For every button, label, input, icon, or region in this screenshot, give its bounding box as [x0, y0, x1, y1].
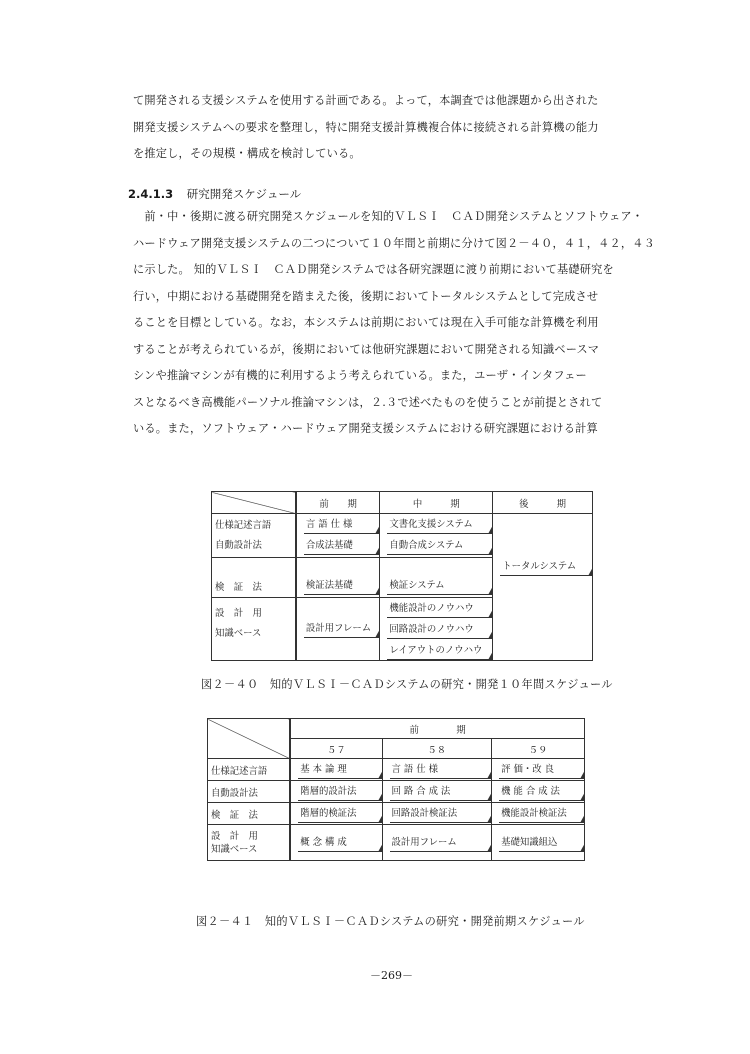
schedule-cell: [382, 781, 492, 803]
schedule-cell: [290, 825, 382, 861]
task-bar: 機 能 合 成 法: [499, 783, 584, 801]
row-label: 自動設計法: [208, 781, 291, 803]
figure-caption: 図２－４０ 知的ＶＬＳＩ－ＣＡＤシステムの研究・開発１０年間スケジュール: [201, 678, 613, 691]
task-bar: 設計用フレーム: [390, 834, 492, 852]
section-number: 2.4.1.3: [128, 187, 174, 201]
task-bar: トータルシステム: [500, 558, 592, 576]
schedule-cell: [290, 759, 382, 781]
task-bar: 言 語 仕 様: [304, 516, 379, 534]
table-corner-cell: [212, 492, 296, 514]
text-line: に示した。 知的ＶＬＳＩ ＣＡＤ開発システムでは各研究課題に渡り前期において基礎研究を: [133, 263, 614, 276]
row-label: 仕様記述言語: [208, 759, 291, 781]
task-bar: 自動合成システム: [387, 537, 492, 555]
schedule-cell: [492, 803, 585, 825]
text-line: スとなるべき高機能パーソナル推論マシンは，２.３で述べたものを使うことが前提とされて: [133, 395, 603, 409]
phase-header: 中 期: [380, 492, 493, 514]
early-phase-cell: [296, 558, 380, 598]
schedule-cell: [290, 803, 382, 825]
schedule-cell: [290, 781, 382, 803]
task-bar: 回路設計検証法: [390, 805, 492, 823]
row-header-cell: [212, 514, 296, 558]
task-bar: 機能設計検証法: [499, 805, 584, 823]
task-bar: 文書化支援システム: [387, 516, 492, 534]
row-label: 設 計 用: [215, 608, 262, 619]
intro-paragraph: [133, 88, 693, 168]
early-phase-schedule-table: [207, 718, 585, 861]
task-bar: 評 価・改 良: [499, 761, 584, 779]
row-label: 検 証 法: [208, 803, 291, 825]
task-bar: 基礎知識組込: [499, 834, 584, 852]
task-bar: 検証システム: [387, 577, 492, 595]
phase-header: 前 期: [290, 719, 584, 739]
text-line: を推定し，その規模・構成を検討している。: [133, 147, 361, 160]
row-label: 設 計 用: [211, 830, 258, 842]
schedule-cell: [382, 825, 492, 861]
row-header-cell: [208, 825, 291, 861]
schedule-cell: [382, 759, 492, 781]
row-label: 知識ベース: [215, 628, 262, 639]
task-bar: 合成法基礎: [304, 537, 379, 555]
schedule-cell: [382, 803, 492, 825]
task-bar: 基 本 論 理: [298, 761, 381, 779]
phase-header: 前 期: [296, 492, 380, 514]
row-label: 知識ベース: [211, 843, 258, 855]
task-bar: 機能設計のノウハウ: [387, 600, 492, 618]
task-bar: 検証法基礎: [304, 577, 379, 595]
task-bar: 回 路 合 成 法: [390, 783, 492, 801]
section-heading: [128, 186, 301, 202]
year-header: ５８: [382, 739, 492, 759]
schedule-cell: [492, 781, 585, 803]
text-line: ハードウェア開発支援システムの二つについて１０年間と前期に分けて図２－４０，４１，４２，４３: [133, 236, 656, 250]
text-line: て開発される支援システムを使用する計画である。よって，本調査では他課題から出された: [133, 94, 599, 107]
schedule-cell: [492, 825, 585, 861]
row-label: 自動設計法: [215, 540, 262, 551]
task-bar: 階層的設計法: [298, 783, 381, 801]
text-line: 前・中・後期に渡る研究開発スケジュールを知的ＶＬＳＩ ＣＡＤ開発システムとソフトウェア・: [133, 210, 644, 223]
text-line: いる。また，ソフトウェア・ハードウェア開発支援システムにおける研究課題における計算: [133, 422, 598, 435]
year-header: ５９: [492, 739, 585, 759]
row-label: 仕様記述言語: [215, 520, 272, 531]
ten-year-schedule-table: [211, 491, 593, 661]
early-phase-cell: [296, 514, 380, 558]
year-header: ５７: [290, 739, 382, 759]
text-line: 開発支援システムへの要求を整理し，特に開発支援計算機複合体に接続される計算機の能力: [133, 120, 599, 134]
text-line: することが考えられているが，後期においては他研究課題において開発される知識ベースマ: [133, 342, 600, 356]
body-paragraph: [133, 204, 693, 443]
section-title: 研究開発スケジュール: [186, 187, 302, 201]
task-bar: レイアウトのノウハウ: [387, 642, 492, 660]
figure-caption: 図２－４１ 知的ＶＬＳＩ－ＣＡＤシステムの研究・開発前期スケジュール: [196, 915, 585, 928]
row-header-cell: [212, 598, 296, 661]
page-number: －269－: [370, 969, 413, 982]
task-bar: 言 語 仕 様: [390, 761, 492, 779]
early-phase-cell: [296, 598, 380, 661]
text-line: 行い，中期における基礎開発を踏まえた後，後期においてトータルシステムとして完成させ: [133, 289, 599, 303]
text-line: シンや推論マシンが有機的に利用するよう考えられている。また，ユーザ・インタフェー: [133, 369, 587, 382]
phase-header: 後 期: [493, 492, 593, 514]
late-phase-cell: [493, 514, 593, 661]
mid-phase-cell: [380, 514, 493, 558]
task-bar: 概 念 構 成: [298, 834, 381, 852]
row-label: 検 証 法: [212, 558, 296, 598]
text-line: ることを目標としている。なお，本システムは前期においては現在入手可能な計算機を利用: [133, 316, 599, 329]
task-bar: 設計用フレーム: [304, 620, 379, 638]
mid-phase-cell: [380, 598, 493, 661]
task-bar: 階層的検証法: [298, 805, 381, 823]
schedule-cell: [492, 759, 585, 781]
table-corner-cell: [208, 719, 291, 759]
mid-phase-cell: [380, 558, 493, 598]
task-bar: 回路設計のノウハウ: [387, 621, 492, 639]
